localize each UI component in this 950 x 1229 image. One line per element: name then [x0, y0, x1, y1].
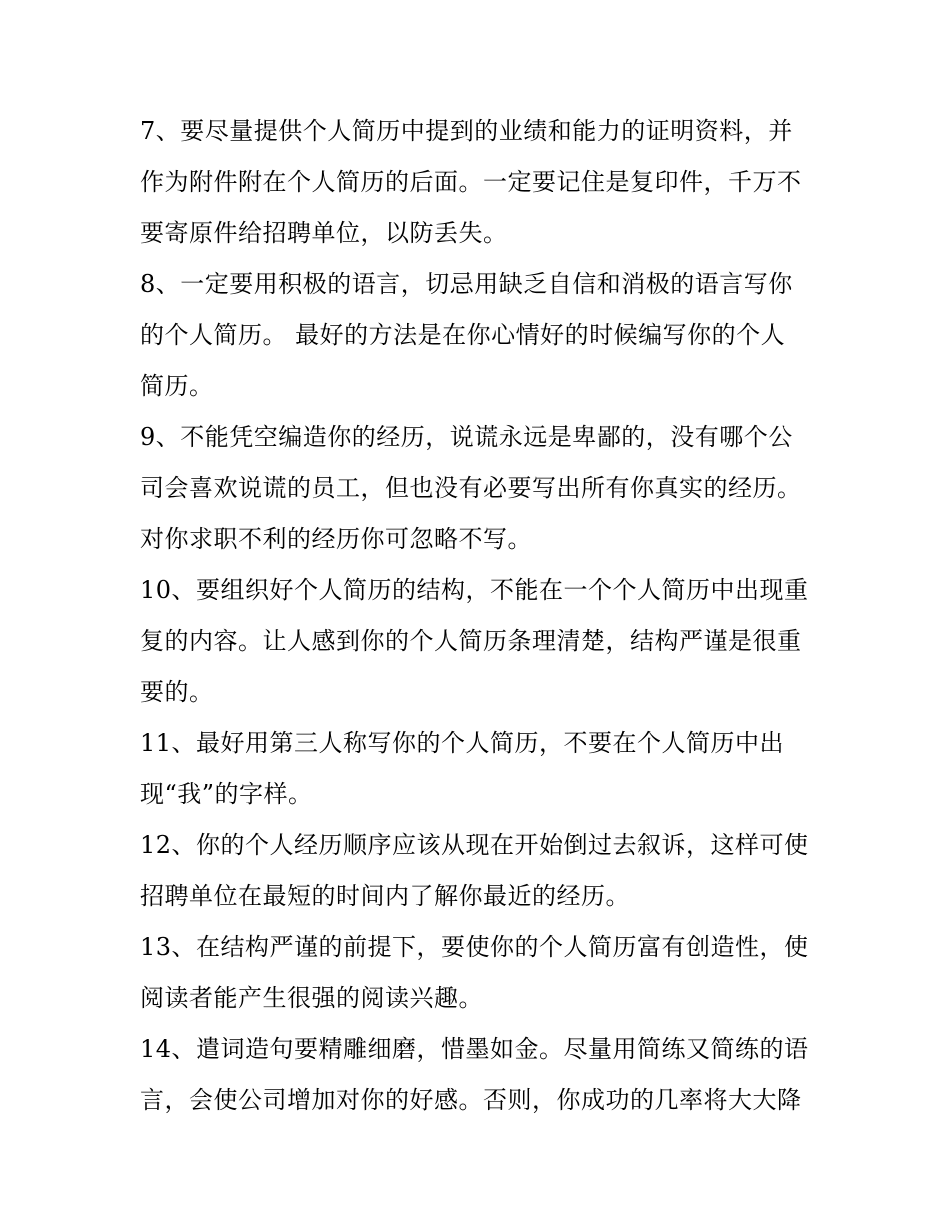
text-line: 14、遣词造句要精雕细磨，惜墨如金。尽量用简练又简练的语 — [140, 1035, 809, 1063]
text-line: 11、最好用第三人称写你的个人简历，不要在个人简历中出 — [140, 729, 785, 757]
text-line: 9、不能凭空编造你的经历，说谎永远是卑鄙的，没有哪个公 — [140, 423, 793, 451]
document-body — [140, 106, 820, 1126]
text-line: 12、你的个人经历顺序应该从现在开始倒过去叙诉，这样可使 — [140, 831, 809, 859]
text-line: 司会喜欢说谎的员工，但也没有必要写出所有你真实的经历。 — [140, 474, 802, 502]
paragraph-item-8 — [140, 259, 820, 412]
text-line: 作为附件附在个人简历的后面。一定要记住是复印件，千万不 — [140, 168, 802, 196]
paragraph-item-14 — [140, 1024, 820, 1126]
text-line: 7、要尽量提供个人简历中提到的业绩和能力的证明资料，并 — [140, 117, 793, 145]
text-line: 阅读者能产生很强的阅读兴趣。 — [140, 984, 483, 1012]
text-line: 10、要组织好个人简历的结构，不能在一个个人简历中出现重 — [140, 576, 809, 604]
paragraph-item-9 — [140, 412, 820, 565]
paragraph-item-11 — [140, 718, 820, 820]
text-line: 对你求职不利的经历你可忽略不写。 — [140, 525, 532, 553]
paragraph-item-10 — [140, 565, 820, 718]
text-line: 13、在结构严谨的前提下，要使你的个人简历富有创造性，使 — [140, 933, 809, 961]
text-line: 要寄原件给招聘单位，以防丢失。 — [140, 219, 508, 247]
paragraph-item-13 — [140, 922, 820, 1024]
paragraph-item-7 — [140, 106, 820, 259]
text-line: 言，会使公司增加对你的好感。否则，你成功的几率将大大降 — [140, 1086, 802, 1114]
text-line: 招聘单位在最短的时间内了解你最近的经历。 — [140, 882, 630, 910]
paragraph-item-12 — [140, 820, 820, 922]
text-line: 现“我”的字样。 — [140, 780, 313, 808]
text-line: 复的内容。让人感到你的个人简历条理清楚，结构严谨是很重 — [140, 627, 802, 655]
text-line: 的个人简历。 最好的方法是在你心情好的时候编写你的个人 — [140, 321, 786, 349]
text-line: 简历。 — [140, 372, 214, 400]
text-line: 8、一定要用积极的语言，切忌用缺乏自信和消极的语言写你 — [140, 270, 793, 298]
text-line: 要的。 — [140, 678, 214, 706]
